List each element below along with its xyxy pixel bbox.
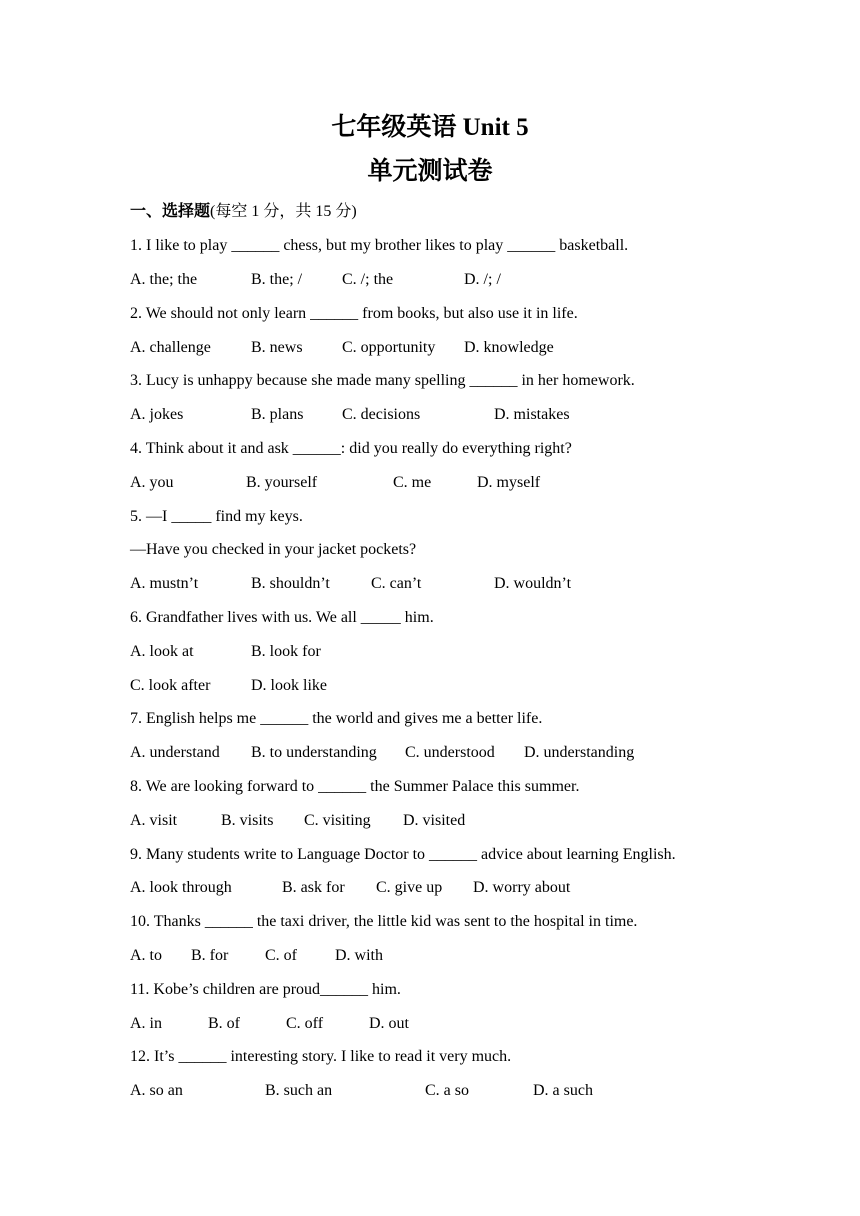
option-c: C. give up [376, 879, 443, 896]
option-b: B. look for [251, 643, 321, 660]
option-b: B. news [251, 339, 303, 356]
option-d: D. look like [251, 677, 327, 694]
option-a: A. so an [130, 1082, 183, 1099]
section-score-note: (每空 1 分，共 15 分) [210, 203, 357, 220]
question-stem: 5. —I _____ find my keys. [130, 508, 303, 525]
option-c: C. look after [130, 677, 211, 694]
option-d: D. a such [533, 1082, 593, 1099]
option-c: C. decisions [342, 406, 421, 423]
option-b: B. to understanding [251, 744, 377, 761]
question-dialogue-line: —Have you checked in your jacket pockets? [130, 541, 417, 558]
option-a: A. jokes [130, 406, 184, 423]
question-stem: 4. Think about it and ask ______: did you really do everything right? [130, 440, 572, 457]
question-stem: 12. It’s ______ interesting story. I like to read it very much. [130, 1048, 512, 1065]
section-heading [130, 202, 357, 222]
option-d: D. /; / [464, 271, 501, 288]
option-b: B. such an [265, 1082, 333, 1099]
option-b: B. yourself [246, 474, 318, 491]
question-stem: 10. Thanks ______ the taxi driver, the little kid was sent to the hospital in time. [130, 913, 638, 930]
option-d: D. out [369, 1015, 409, 1032]
option-b: B. shouldn’t [251, 575, 330, 592]
option-c: C. me [393, 474, 432, 491]
option-a: A. challenge [130, 339, 211, 356]
question-stem: 6. Grandfather lives with us. We all _____ him. [130, 609, 434, 626]
option-a: A. in [130, 1015, 162, 1032]
question-stem: 7. English helps me ______ the world and gives me a better life. [130, 710, 543, 727]
question-stem: 11. Kobe’s children are proud______ him. [130, 981, 401, 998]
option-d: D. visited [403, 812, 466, 829]
option-a: A. mustn’t [130, 575, 199, 592]
option-c: C. off [286, 1015, 324, 1032]
option-c: C. of [265, 947, 297, 964]
option-c: C. opportunity [342, 339, 436, 356]
option-d: D. knowledge [464, 339, 554, 356]
option-b: B. plans [251, 406, 304, 423]
option-a: A. look through [130, 879, 232, 896]
question-stem: 8. We are looking forward to ______ the Summer Palace this summer. [130, 778, 580, 795]
option-a: A. the; the [130, 271, 198, 288]
option-c: C. /; the [342, 271, 394, 288]
option-d: D. myself [477, 474, 541, 491]
question-stem: 2. We should not only learn ______ from books, but also use it in life. [130, 305, 578, 322]
option-b: B. for [191, 947, 229, 964]
option-a: A. you [130, 474, 174, 491]
option-b: B. of [208, 1015, 240, 1032]
option-c: C. visiting [304, 812, 371, 829]
option-d: D. wouldn’t [494, 575, 572, 592]
option-d: D. understanding [524, 744, 635, 761]
option-d: D. with [335, 947, 383, 964]
question-stem: 3. Lucy is unhappy because she made many spelling ______ in her homework. [130, 372, 635, 389]
option-a: A. look at [130, 643, 194, 660]
exam-title: 七年级英语 Unit 5 [331, 114, 529, 141]
exam-subtitle: 单元测试卷 [367, 158, 493, 185]
option-a: A. visit [130, 812, 178, 829]
option-b: B. the; / [251, 271, 303, 288]
option-d: D. worry about [473, 879, 571, 896]
option-d: D. mistakes [494, 406, 570, 423]
option-c: C. understood [405, 744, 495, 761]
option-c: C. a so [425, 1082, 469, 1099]
option-c: C. can’t [371, 575, 422, 592]
option-a: A. to [130, 947, 162, 964]
option-b: B. visits [221, 812, 274, 829]
question-stem: 1. I like to play ______ chess, but my brother likes to play ______ basketball. [130, 237, 629, 254]
question-stem: 9. Many students write to Language Doctor to ______ advice about learning English. [130, 846, 676, 863]
option-a: A. understand [130, 744, 220, 761]
section-label: 一、选择题 [130, 203, 211, 220]
option-b: B. ask for [282, 879, 345, 896]
